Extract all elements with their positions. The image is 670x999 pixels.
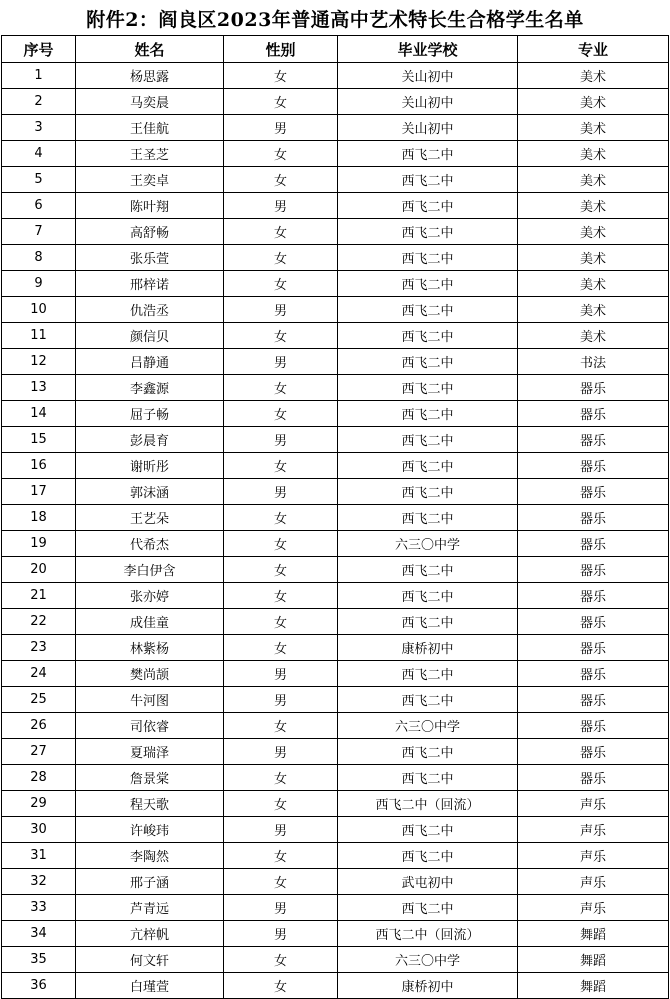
cell-name: 亢梓帆 [76, 921, 224, 947]
cell-major: 器乐 [518, 453, 669, 479]
table-row [2, 219, 669, 245]
cell-serial-number: 2 [2, 89, 76, 115]
cell-major: 美术 [518, 63, 669, 89]
cell-gender: 女 [224, 219, 338, 245]
cell-school: 西飞二中 [338, 297, 518, 323]
cell-gender: 女 [224, 401, 338, 427]
header-name: 姓名 [76, 36, 224, 63]
table-row [2, 557, 669, 583]
table-row [2, 869, 669, 895]
cell-serial-number: 10 [2, 297, 76, 323]
cell-name: 屈子畅 [76, 401, 224, 427]
cell-gender: 女 [224, 141, 338, 167]
cell-major: 美术 [518, 141, 669, 167]
cell-serial-number: 19 [2, 531, 76, 557]
cell-serial-number: 28 [2, 765, 76, 791]
cell-serial-number: 20 [2, 557, 76, 583]
cell-school: 西飞二中 [338, 271, 518, 297]
cell-school: 西飞二中 [338, 661, 518, 687]
cell-gender: 女 [224, 375, 338, 401]
table-row [2, 245, 669, 271]
cell-gender: 女 [224, 89, 338, 115]
cell-school: 六三〇中学 [338, 531, 518, 557]
table-row [2, 947, 669, 973]
table-row [2, 141, 669, 167]
cell-serial-number: 15 [2, 427, 76, 453]
cell-serial-number: 12 [2, 349, 76, 375]
cell-serial-number: 3 [2, 115, 76, 141]
cell-major: 器乐 [518, 505, 669, 531]
cell-serial-number: 18 [2, 505, 76, 531]
cell-major: 声乐 [518, 791, 669, 817]
cell-major: 器乐 [518, 739, 669, 765]
table-row [2, 895, 669, 921]
cell-serial-number: 14 [2, 401, 76, 427]
cell-major: 器乐 [518, 765, 669, 791]
cell-major: 声乐 [518, 869, 669, 895]
cell-name: 王佳航 [76, 115, 224, 141]
table-header-row [2, 36, 669, 63]
cell-name: 仇浩丞 [76, 297, 224, 323]
cell-name: 王圣芝 [76, 141, 224, 167]
cell-gender: 男 [224, 115, 338, 141]
table-row [2, 375, 669, 401]
cell-school: 西飞二中 [338, 245, 518, 271]
table-row [2, 739, 669, 765]
cell-name: 李鑫源 [76, 375, 224, 401]
cell-name: 成佳童 [76, 609, 224, 635]
table-body [2, 63, 669, 999]
cell-serial-number: 8 [2, 245, 76, 271]
cell-gender: 男 [224, 349, 338, 375]
cell-serial-number: 26 [2, 713, 76, 739]
cell-school: 西飞二中 [338, 323, 518, 349]
cell-major: 器乐 [518, 609, 669, 635]
cell-gender: 男 [224, 921, 338, 947]
cell-name: 李陶然 [76, 843, 224, 869]
cell-gender: 女 [224, 557, 338, 583]
table-row [2, 583, 669, 609]
cell-serial-number: 6 [2, 193, 76, 219]
cell-gender: 女 [224, 791, 338, 817]
cell-name: 司依睿 [76, 713, 224, 739]
cell-name: 程天歌 [76, 791, 224, 817]
cell-gender: 女 [224, 323, 338, 349]
cell-gender: 男 [224, 817, 338, 843]
table-row [2, 843, 669, 869]
cell-serial-number: 17 [2, 479, 76, 505]
cell-gender: 女 [224, 713, 338, 739]
cell-major: 器乐 [518, 713, 669, 739]
cell-gender: 女 [224, 869, 338, 895]
cell-school: 西飞二中 [338, 453, 518, 479]
table-row [2, 609, 669, 635]
cell-serial-number: 25 [2, 687, 76, 713]
cell-school: 西飞二中 [338, 167, 518, 193]
cell-name: 何文轩 [76, 947, 224, 973]
table-row [2, 297, 669, 323]
cell-school: 关山初中 [338, 63, 518, 89]
cell-name: 马奕晨 [76, 89, 224, 115]
table-row [2, 167, 669, 193]
cell-school: 西飞二中（回流） [338, 791, 518, 817]
cell-major: 器乐 [518, 375, 669, 401]
cell-gender: 女 [224, 271, 338, 297]
cell-serial-number: 29 [2, 791, 76, 817]
cell-school: 西飞二中 [338, 505, 518, 531]
cell-major: 书法 [518, 349, 669, 375]
cell-serial-number: 33 [2, 895, 76, 921]
cell-school: 西飞二中 [338, 765, 518, 791]
cell-major: 器乐 [518, 583, 669, 609]
cell-serial-number: 31 [2, 843, 76, 869]
cell-major: 舞蹈 [518, 921, 669, 947]
cell-major: 舞蹈 [518, 947, 669, 973]
cell-school: 西飞二中 [338, 687, 518, 713]
cell-school: 武屯初中 [338, 869, 518, 895]
cell-major: 舞蹈 [518, 973, 669, 999]
cell-name: 白瑾萱 [76, 973, 224, 999]
cell-serial-number: 24 [2, 661, 76, 687]
cell-school: 西飞二中 [338, 843, 518, 869]
table-row [2, 973, 669, 999]
cell-name: 林紫杨 [76, 635, 224, 661]
cell-school: 西飞二中 [338, 557, 518, 583]
cell-name: 邢子涵 [76, 869, 224, 895]
cell-school: 六三〇中学 [338, 947, 518, 973]
cell-name: 许峻玮 [76, 817, 224, 843]
cell-major: 器乐 [518, 427, 669, 453]
cell-school: 西飞二中 [338, 349, 518, 375]
cell-gender: 男 [224, 427, 338, 453]
table-row [2, 505, 669, 531]
cell-school: 西飞二中 [338, 817, 518, 843]
cell-name: 谢昕彤 [76, 453, 224, 479]
cell-gender: 女 [224, 973, 338, 999]
cell-major: 器乐 [518, 635, 669, 661]
cell-name: 颜信贝 [76, 323, 224, 349]
cell-school: 康桥初中 [338, 973, 518, 999]
cell-name: 王奕卓 [76, 167, 224, 193]
cell-gender: 女 [224, 63, 338, 89]
cell-gender: 女 [224, 167, 338, 193]
table-row [2, 271, 669, 297]
table-row [2, 349, 669, 375]
cell-major: 器乐 [518, 479, 669, 505]
cell-serial-number: 1 [2, 63, 76, 89]
table-row [2, 791, 669, 817]
cell-major: 器乐 [518, 661, 669, 687]
cell-major: 美术 [518, 271, 669, 297]
cell-gender: 女 [224, 453, 338, 479]
table-row [2, 687, 669, 713]
cell-serial-number: 34 [2, 921, 76, 947]
cell-gender: 女 [224, 947, 338, 973]
cell-serial-number: 5 [2, 167, 76, 193]
table-row [2, 89, 669, 115]
cell-gender: 男 [224, 895, 338, 921]
cell-name: 李白伊含 [76, 557, 224, 583]
table-row [2, 401, 669, 427]
cell-serial-number: 36 [2, 973, 76, 999]
cell-major: 声乐 [518, 843, 669, 869]
document-title: 附件2：阎良区2023年普通高中艺术特长生合格学生名单 [86, 9, 584, 31]
cell-major: 器乐 [518, 687, 669, 713]
cell-gender: 女 [224, 635, 338, 661]
cell-name: 张亦婷 [76, 583, 224, 609]
cell-school: 康桥初中 [338, 635, 518, 661]
cell-name: 代希杰 [76, 531, 224, 557]
cell-name: 夏瑞泽 [76, 739, 224, 765]
cell-gender: 女 [224, 505, 338, 531]
cell-name: 彭晨育 [76, 427, 224, 453]
cell-serial-number: 16 [2, 453, 76, 479]
table-row [2, 635, 669, 661]
table-row [2, 63, 669, 89]
cell-major: 美术 [518, 89, 669, 115]
cell-major: 器乐 [518, 557, 669, 583]
cell-major: 美术 [518, 245, 669, 271]
cell-serial-number: 32 [2, 869, 76, 895]
cell-school: 西飞二中 [338, 193, 518, 219]
cell-major: 美术 [518, 193, 669, 219]
cell-serial-number: 11 [2, 323, 76, 349]
table-row [2, 713, 669, 739]
table-row [2, 921, 669, 947]
cell-major: 美术 [518, 297, 669, 323]
cell-name: 詹景棠 [76, 765, 224, 791]
cell-school: 六三〇中学 [338, 713, 518, 739]
cell-gender: 男 [224, 739, 338, 765]
cell-school: 西飞二中 [338, 375, 518, 401]
cell-school: 西飞二中 [338, 583, 518, 609]
cell-serial-number: 7 [2, 219, 76, 245]
cell-gender: 女 [224, 765, 338, 791]
cell-major: 美术 [518, 323, 669, 349]
cell-school: 西飞二中 [338, 427, 518, 453]
student-roster-table [1, 35, 669, 999]
cell-major: 美术 [518, 167, 669, 193]
cell-serial-number: 21 [2, 583, 76, 609]
table-row [2, 193, 669, 219]
cell-school: 西飞二中 [338, 609, 518, 635]
table-row [2, 661, 669, 687]
cell-school: 西飞二中（回流） [338, 921, 518, 947]
cell-major: 声乐 [518, 895, 669, 921]
cell-name: 杨思露 [76, 63, 224, 89]
cell-school: 西飞二中 [338, 219, 518, 245]
cell-name: 高舒畅 [76, 219, 224, 245]
cell-name: 芦青远 [76, 895, 224, 921]
table-row [2, 817, 669, 843]
table-row [2, 115, 669, 141]
header-gender: 性别 [224, 36, 338, 63]
header-serial-number: 序号 [2, 36, 76, 63]
cell-school: 关山初中 [338, 89, 518, 115]
cell-serial-number: 30 [2, 817, 76, 843]
table-row [2, 479, 669, 505]
cell-gender: 女 [224, 245, 338, 271]
cell-serial-number: 22 [2, 609, 76, 635]
cell-gender: 女 [224, 531, 338, 557]
table-row [2, 427, 669, 453]
table-row [2, 531, 669, 557]
header-major: 专业 [518, 36, 669, 63]
cell-gender: 女 [224, 609, 338, 635]
table-row [2, 765, 669, 791]
cell-serial-number: 27 [2, 739, 76, 765]
cell-major: 器乐 [518, 531, 669, 557]
cell-school: 关山初中 [338, 115, 518, 141]
cell-serial-number: 23 [2, 635, 76, 661]
cell-gender: 男 [224, 193, 338, 219]
cell-school: 西飞二中 [338, 141, 518, 167]
cell-name: 陈叶翔 [76, 193, 224, 219]
cell-serial-number: 4 [2, 141, 76, 167]
cell-gender: 女 [224, 843, 338, 869]
cell-serial-number: 13 [2, 375, 76, 401]
cell-gender: 男 [224, 479, 338, 505]
cell-name: 樊尚颉 [76, 661, 224, 687]
cell-serial-number: 35 [2, 947, 76, 973]
cell-gender: 男 [224, 297, 338, 323]
cell-name: 吕静通 [76, 349, 224, 375]
cell-major: 声乐 [518, 817, 669, 843]
cell-name: 郭沫涵 [76, 479, 224, 505]
cell-major: 器乐 [518, 401, 669, 427]
table-row [2, 453, 669, 479]
cell-gender: 男 [224, 687, 338, 713]
cell-name: 张乐萱 [76, 245, 224, 271]
cell-school: 西飞二中 [338, 895, 518, 921]
cell-name: 王艺朵 [76, 505, 224, 531]
table-row [2, 323, 669, 349]
cell-name: 牛河图 [76, 687, 224, 713]
cell-school: 西飞二中 [338, 739, 518, 765]
cell-gender: 男 [224, 661, 338, 687]
header-school: 毕业学校 [338, 36, 518, 63]
cell-school: 西飞二中 [338, 479, 518, 505]
cell-serial-number: 9 [2, 271, 76, 297]
cell-major: 美术 [518, 219, 669, 245]
cell-major: 美术 [518, 115, 669, 141]
cell-gender: 女 [224, 583, 338, 609]
cell-school: 西飞二中 [338, 401, 518, 427]
cell-name: 邢梓诺 [76, 271, 224, 297]
